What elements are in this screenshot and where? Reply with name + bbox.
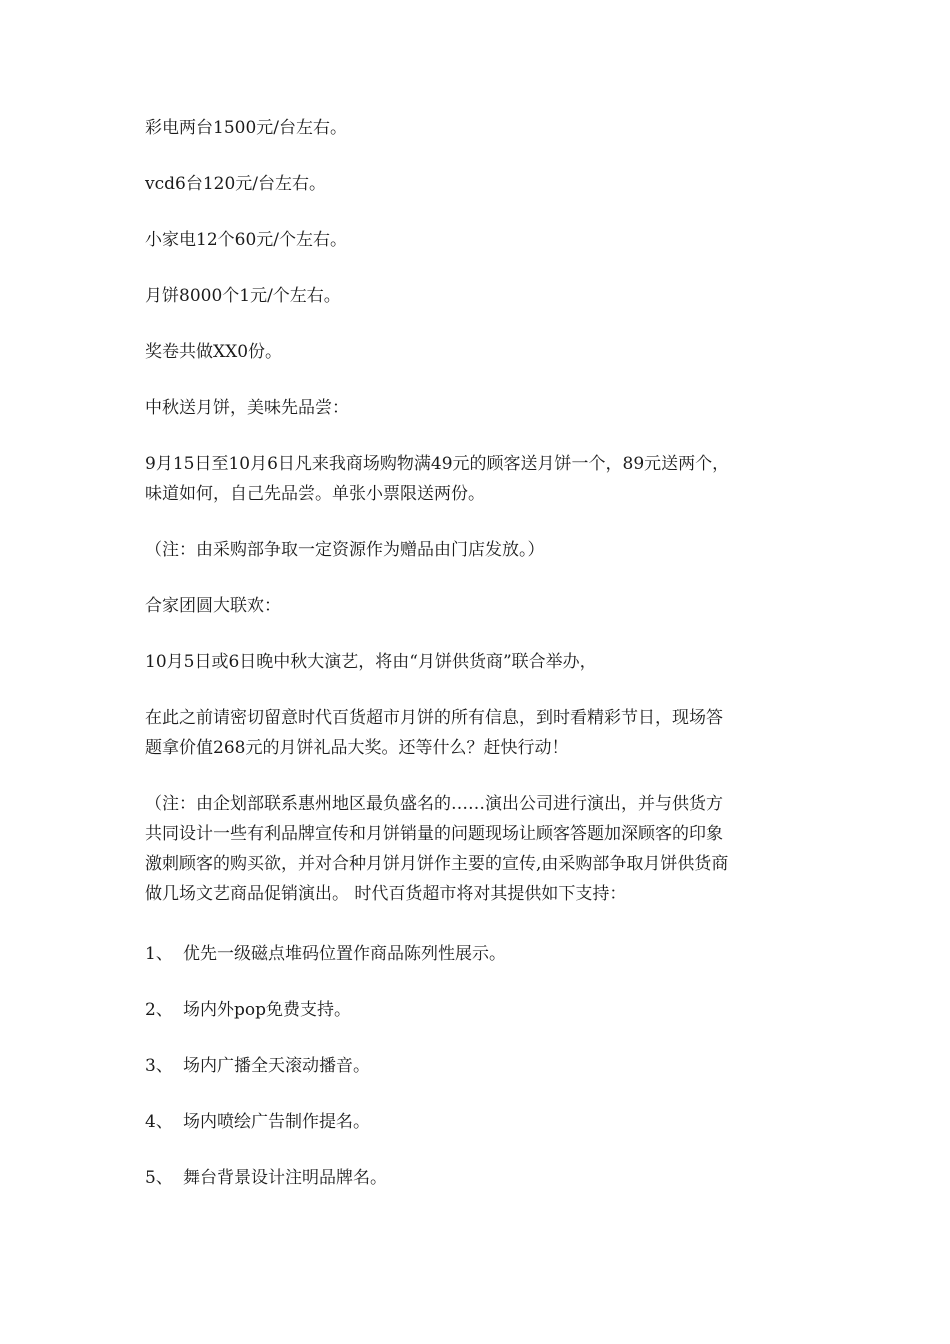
list-item: 1、 优先一级磁点堆码位置作商品陈列性展示。 — [145, 944, 506, 964]
voucher-count: 奖卷共做XX0份。 — [145, 342, 283, 362]
list-item: 3、 场内广播全天滚动播音。 — [145, 1056, 370, 1076]
section-heading-mooncake-gift: 中秋送月饼，美味先品尝： — [145, 398, 349, 418]
note-purchasing: （注：由采购部争取一定资源作为赠品由门店发放。） — [145, 540, 545, 560]
note-planning: （注：由企划部联系惠州地区最负盛名的……演出公司进行演出，并与供货方 共同设计一些有利品牌宣传和月饼销量的问题现场让顾客答题加深顾客的印象 激刺顾客的购买欲，并对合种月饼月饼作主要的宣传,由采购部争取月饼供货商 做几场文艺商品促销演出。 时代百货超市将对其提供如下支持： — [145, 794, 729, 904]
list-item: 5、 舞台背景设计注明品牌名。 — [145, 1168, 387, 1188]
prize-vcd: vcd6台120元/台左右。 — [145, 174, 326, 194]
list-item: 4、 场内喷绘广告制作提名。 — [145, 1112, 370, 1132]
quiz-prize-paragraph: 在此之前请密切留意时代百货超市月饼的所有信息，到时看精彩节日，现场答 题拿价值268元的月饼礼品大奖。还等什么？赶快行动！ — [145, 708, 723, 758]
mooncake-gift-paragraph: 9月15日至10月6日凡来我商场购物满49元的顾客送月饼一个，89元送两个， 味道如何，自己先品尝。单张小票限送两份。 — [145, 454, 730, 504]
prize-small-appliance: 小家电12个60元/个左右。 — [145, 230, 347, 250]
performance-announcement: 10月5日或6日晚中秋大演艺，将由“月饼供货商”联合举办， — [145, 652, 597, 672]
prize-tv: 彩电两台1500元/台左右。 — [145, 118, 347, 138]
section-heading-family-party: 合家团圆大联欢： — [145, 596, 281, 616]
list-item: 2、 场内外pop免费支持。 — [145, 1000, 351, 1020]
prize-mooncake: 月饼8000个1元/个左右。 — [145, 286, 341, 306]
